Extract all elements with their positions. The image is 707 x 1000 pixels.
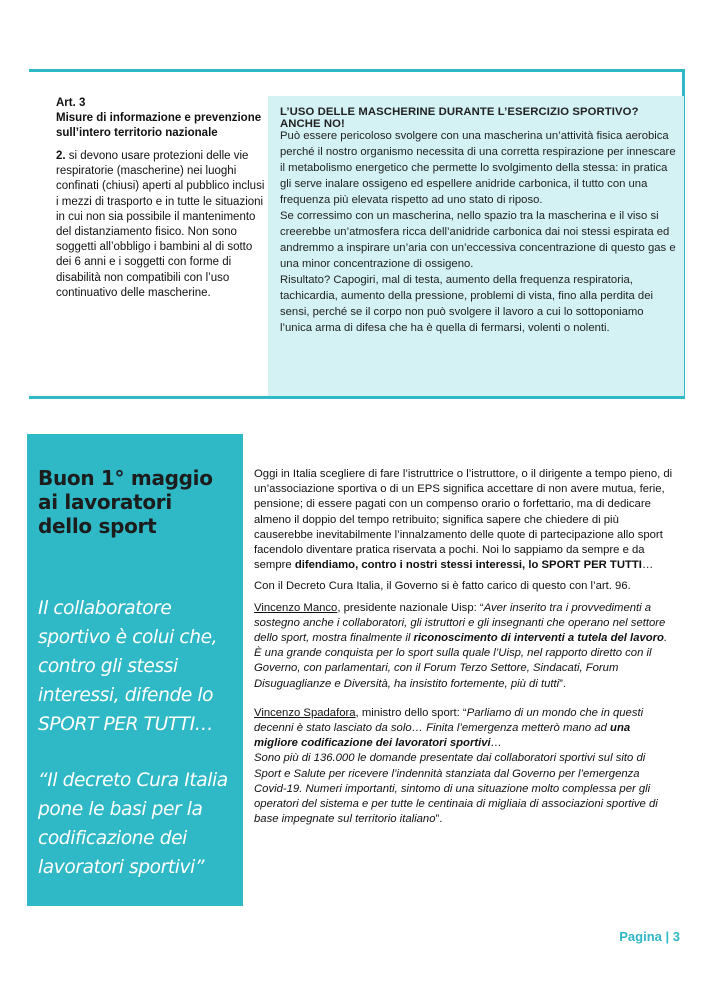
may-day-headline bbox=[38, 466, 238, 538]
pull-quote-collaborator: Il collaboratore sportivo è colui che, contro gli stessi interessi, difende lo SPORT PER TUTTI… bbox=[38, 598, 218, 735]
manco-quote-close: ”. bbox=[559, 677, 567, 690]
article-item-number: 2. bbox=[56, 150, 66, 162]
masks-panel-body bbox=[280, 128, 678, 336]
spadafora-quote-paragraph bbox=[254, 706, 674, 828]
headline-line: Buon 1° maggio bbox=[38, 466, 213, 490]
page-footer bbox=[619, 929, 680, 944]
masks-panel-title: L’USO DELLE MASCHERINE DURANTE L’ESERCIZIO SPORTIVO? ANCHE NO! bbox=[280, 106, 639, 130]
spadafora-quote-close: ”. bbox=[435, 813, 443, 826]
manco-quote-text: Aver inserito tra i provvedimenti a sostegno anche i collaboratori, gli istruttori e gli insegnanti che operano nel settore dello sport, mostra finalmente il bbox=[254, 601, 666, 645]
spadafora-quote-bold: una migliore codificazione dei lavoratori sportivi bbox=[254, 722, 631, 750]
intro-text: Oggi in Italia scegliere di fare l’istruttrice o l’istruttore, o il dirigente a tempo pieno, di un’associazione sportiva o di un EPS significa accettare di non avere mutua, ferie, pensione; di essere pagati con un compenso orario o forfettario, ma di dedicare almeno il doppio del tempo retribuito; significa sapere che chiedere di più causerebbe inevitabilmente l’innalzamento delle quote di partecipazione allo sport facendolo diventare pratica riservata a pochi. Noi lo sappiamo da sempre e da sempre bbox=[254, 468, 673, 572]
article-paragraph-intro bbox=[254, 467, 674, 573]
headline-line: ai lavoratori bbox=[38, 490, 172, 514]
decree-article-column bbox=[56, 96, 266, 301]
masks-panel-paragraph: Se corressimo con un mascherina, nello spazio tra la mascherina e il viso si creerebbe un’atmosfera ricca dell’anidride carbonica dai noi stessi espirata ed andremmo a inspirare un’aria con un’eccessiva concentrazione di questo gas e una minor concentrazione di ossigeno. bbox=[280, 210, 676, 270]
manco-quote-paragraph bbox=[254, 601, 674, 692]
pull-quote-decree: “Il decreto Cura Italia pone le basi per la codificazione dei lavoratori sportivi” bbox=[38, 770, 228, 878]
intro-ellipsis: … bbox=[641, 559, 654, 572]
masks-panel-paragraph: Risultato? Capogiri, mal di testa, aumento della frequenza respiratoria, tachicardia, aumento della pressione, problemi di vista, fino alla perdita dei sensi, perché se il corpo non può svolgere il lavoro a cui lo sottoponiamo l’unica arma di difesa che ha è quella di fermarsi, volenti o nolenti. bbox=[280, 274, 654, 334]
article-item bbox=[56, 149, 266, 301]
article-column bbox=[254, 467, 674, 827]
article-title: Misure di informazione e prevenzione sull’intero territorio nazionale bbox=[56, 112, 262, 139]
article-number: Art. 3 bbox=[56, 97, 86, 109]
spadafora-quote-text: Parliamo di un mondo che in questi decenni è stato lasciato da solo… Finita l’emergenza metterò mano ad bbox=[254, 706, 644, 735]
manco-role: , presidente nazionale Uisp: “ bbox=[337, 601, 484, 614]
page-number: 3 bbox=[672, 929, 680, 944]
manco-quote-text: . È una grande conquista per lo sport sulla quale l’Uisp, nel rapporto diretto con il Governo, con parlamentari, con il Forum Terzo Settore, Sindacati, Forum Disuguaglianze e Diversità, ha insistito fortemente, più di tutti bbox=[254, 632, 668, 690]
masks-panel-paragraph: Può essere pericoloso svolgere con una mascherina un’attività fisica aerobica perché il nostro organismo necessita di una corretta respirazione per innescare il metabolismo energetico che permette lo svolgimento della stessa: in pratica gli serve inalare ossigeno ed espellere anidride carbonica, il tutto con una frequenza più elevata rispetto ad uno stato di riposo. bbox=[280, 130, 676, 206]
headline-line: dello sport bbox=[38, 514, 157, 538]
intro-bold-text: difendiamo, contro i nostri stessi interessi, lo SPORT PER TUTTI bbox=[294, 559, 642, 572]
spadafora-role: , ministro dello sport: “ bbox=[355, 706, 467, 719]
spadafora-quote-text: … bbox=[490, 737, 502, 750]
manco-name: Vincenzo Manco bbox=[254, 601, 338, 614]
may-day-sidebar bbox=[27, 434, 243, 906]
manco-quote-bold: riconoscimento di interventi a tutela del lavoro bbox=[413, 632, 664, 645]
article-item-text: si devono usare protezioni delle vie respiratorie (mascherine) nei luoghi confinati (chiusi) aperti al pubblico inclusi i mezzi di trasporto e in tutte le situazioni in cui non sia possibile il mantenimento del distanziamento fisico. Non sono soggetti all’obbligo i bambini al di sotto dei 6 anni e i soggetti con forme di disabilità non compatibili con l’uso continuativo delle mascherine. bbox=[56, 150, 265, 299]
page-label: Pagina | bbox=[619, 929, 673, 944]
spadafora-name: Vincenzo Spadafora bbox=[254, 706, 356, 719]
article-paragraph-decree: Con il Decreto Cura Italia, il Governo si è fatto carico di questo con l’art. 96. bbox=[254, 580, 631, 593]
masks-info-panel bbox=[268, 96, 684, 396]
spadafora-quote-text: Sono più di 136.000 le domande presentate dai collaboratori sportivi sul sito di Sport e Salute per ricevere l’indennità stanziata dal Governo per l’emergenza Covid-19. Numeri importanti, sintomo di una situazione molto complessa per gli operatori del sistema e per tutte le centinaia di migliaia di associazioni sportive di base impegnate sul territorio italiano bbox=[254, 752, 658, 826]
